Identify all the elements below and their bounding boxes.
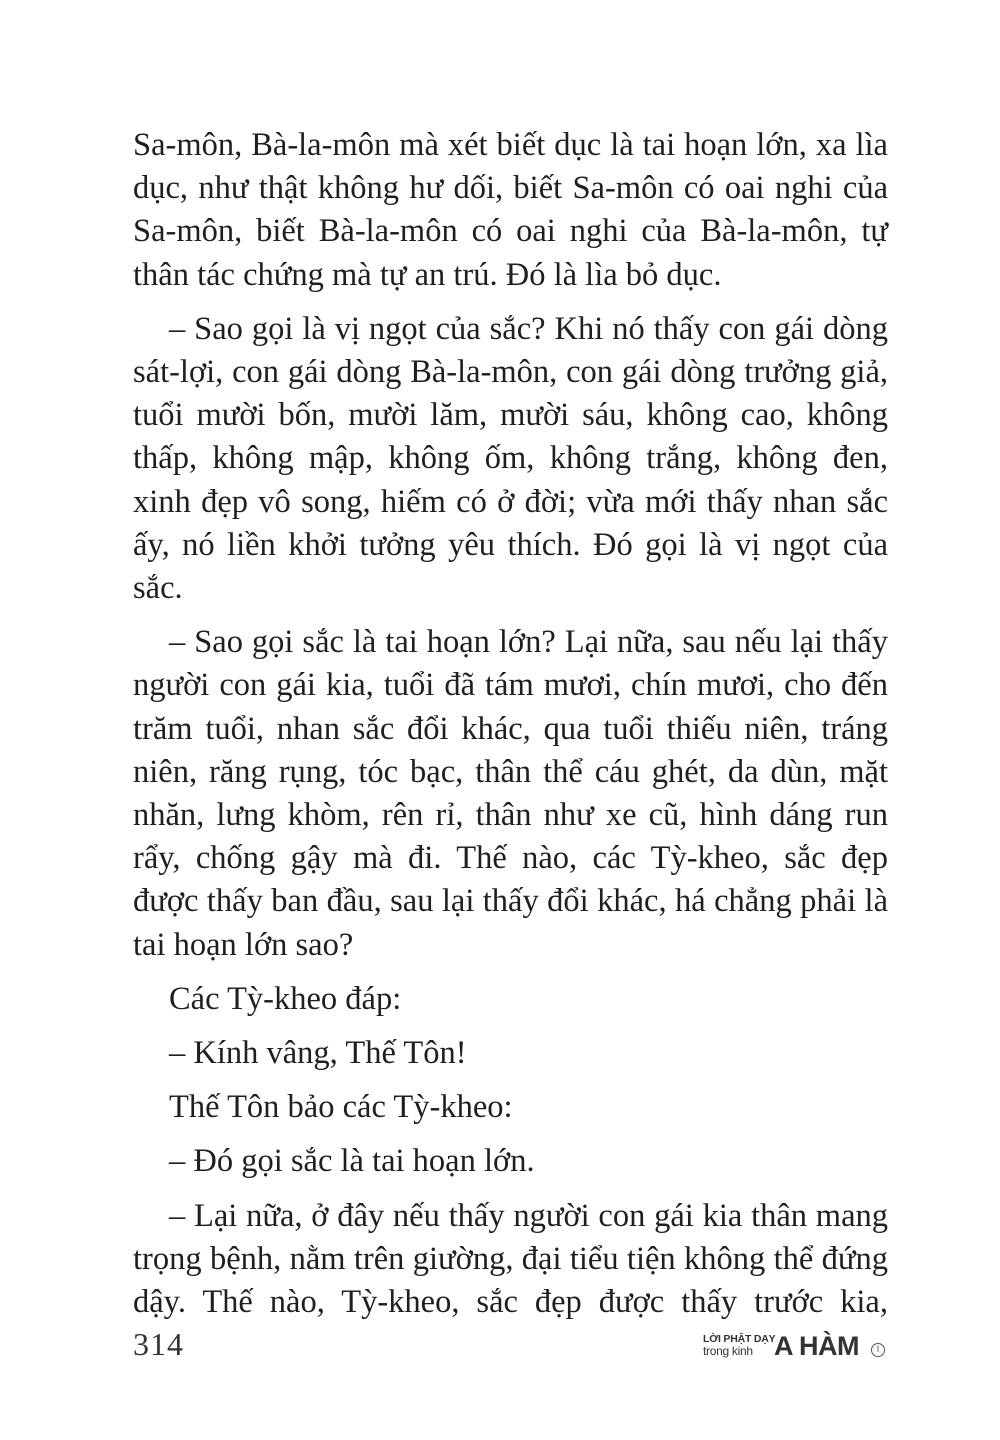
paragraph-sweetness-of-form: – Sao gọi là vị ngọt của sắc? Khi nó thấy con gái dòng sát-lợi, con gái dòng Bà-la-môn, con gái dòng trưởng giả, tuổi mười bốn, mười lăm, mười sáu, không cao, không thấp, không mập, không ốm, không trắng, không đen, xinh đẹp vô song, hiếm có ở đời; vừa mới thấy nhan sắc ấy, nó liền khởi tưởng yêu thích. Đó gọi là vị ngọt của sắc. — [133, 310, 888, 607]
paragraph-monks-reply-intro: Các Tỳ-kheo đáp: — [169, 980, 402, 1017]
logo-line-2: trong kinh — [703, 1344, 753, 1358]
page-number: 314 — [133, 1326, 184, 1362]
paragraph-monks-reply: – Kính vâng, Thế Tôn! — [169, 1035, 467, 1072]
volume-badge: I — [871, 1343, 885, 1357]
paragraph-danger-of-form: – Sao gọi sắc là tai hoạn lớn? Lại nữa, sau nếu lại thấy người con gái kia, tuổi đã tám mươi, chín mươi, cho đến trăm tuổi, nhan sắc đổi khác, qua tuổi thiếu niên, tráng niên, răng rụng, tóc bạc, thân thể cáu ghét, da dùn, mặt nhăn, lưng khòm, rên rỉ, thân như xe cũ, hình dáng run rẩy, chống gậy mà đi. Thế nào, các Tỳ-kheo, sắc đẹp được thấy ban đầu, sau lại thấy đổi khác, há chẳng phải là tai hoạn lớn sao? — [133, 624, 888, 963]
logo-line-1: LỜI PHẬT DẠY — [703, 1333, 776, 1345]
logo-title: A HÀM — [774, 1331, 859, 1361]
paragraph-illness: – Lại nữa, ở đây nếu thấy người con gái kia thân mang trọng bệnh, nằm trên giường, đại tiểu tiện không thể đứng dậy. Thế nào, Tỳ-kheo, sắc đẹp được thấy trước kia, — [133, 1197, 888, 1321]
paragraph-buddha-says-intro: Thế Tôn bảo các Tỳ-kheo: — [169, 1089, 513, 1126]
paragraph-buddha-says: – Đó gọi sắc là tai hoạn lớn. — [169, 1143, 535, 1180]
body-text — [133, 124, 888, 1335]
paragraph-continuation: Sa-môn, Bà-la-môn mà xét biết dục là tai hoạn lớn, xa lìa dục, như thật không hư dối, biết Sa-môn có oai nghi của Sa-môn, biết Bà-la-môn có oai nghi của Bà-la-môn, tự thân tác chứng mà tự an trú. Đó là lìa bỏ dục. — [133, 127, 888, 293]
book-series-logo — [703, 1331, 893, 1365]
